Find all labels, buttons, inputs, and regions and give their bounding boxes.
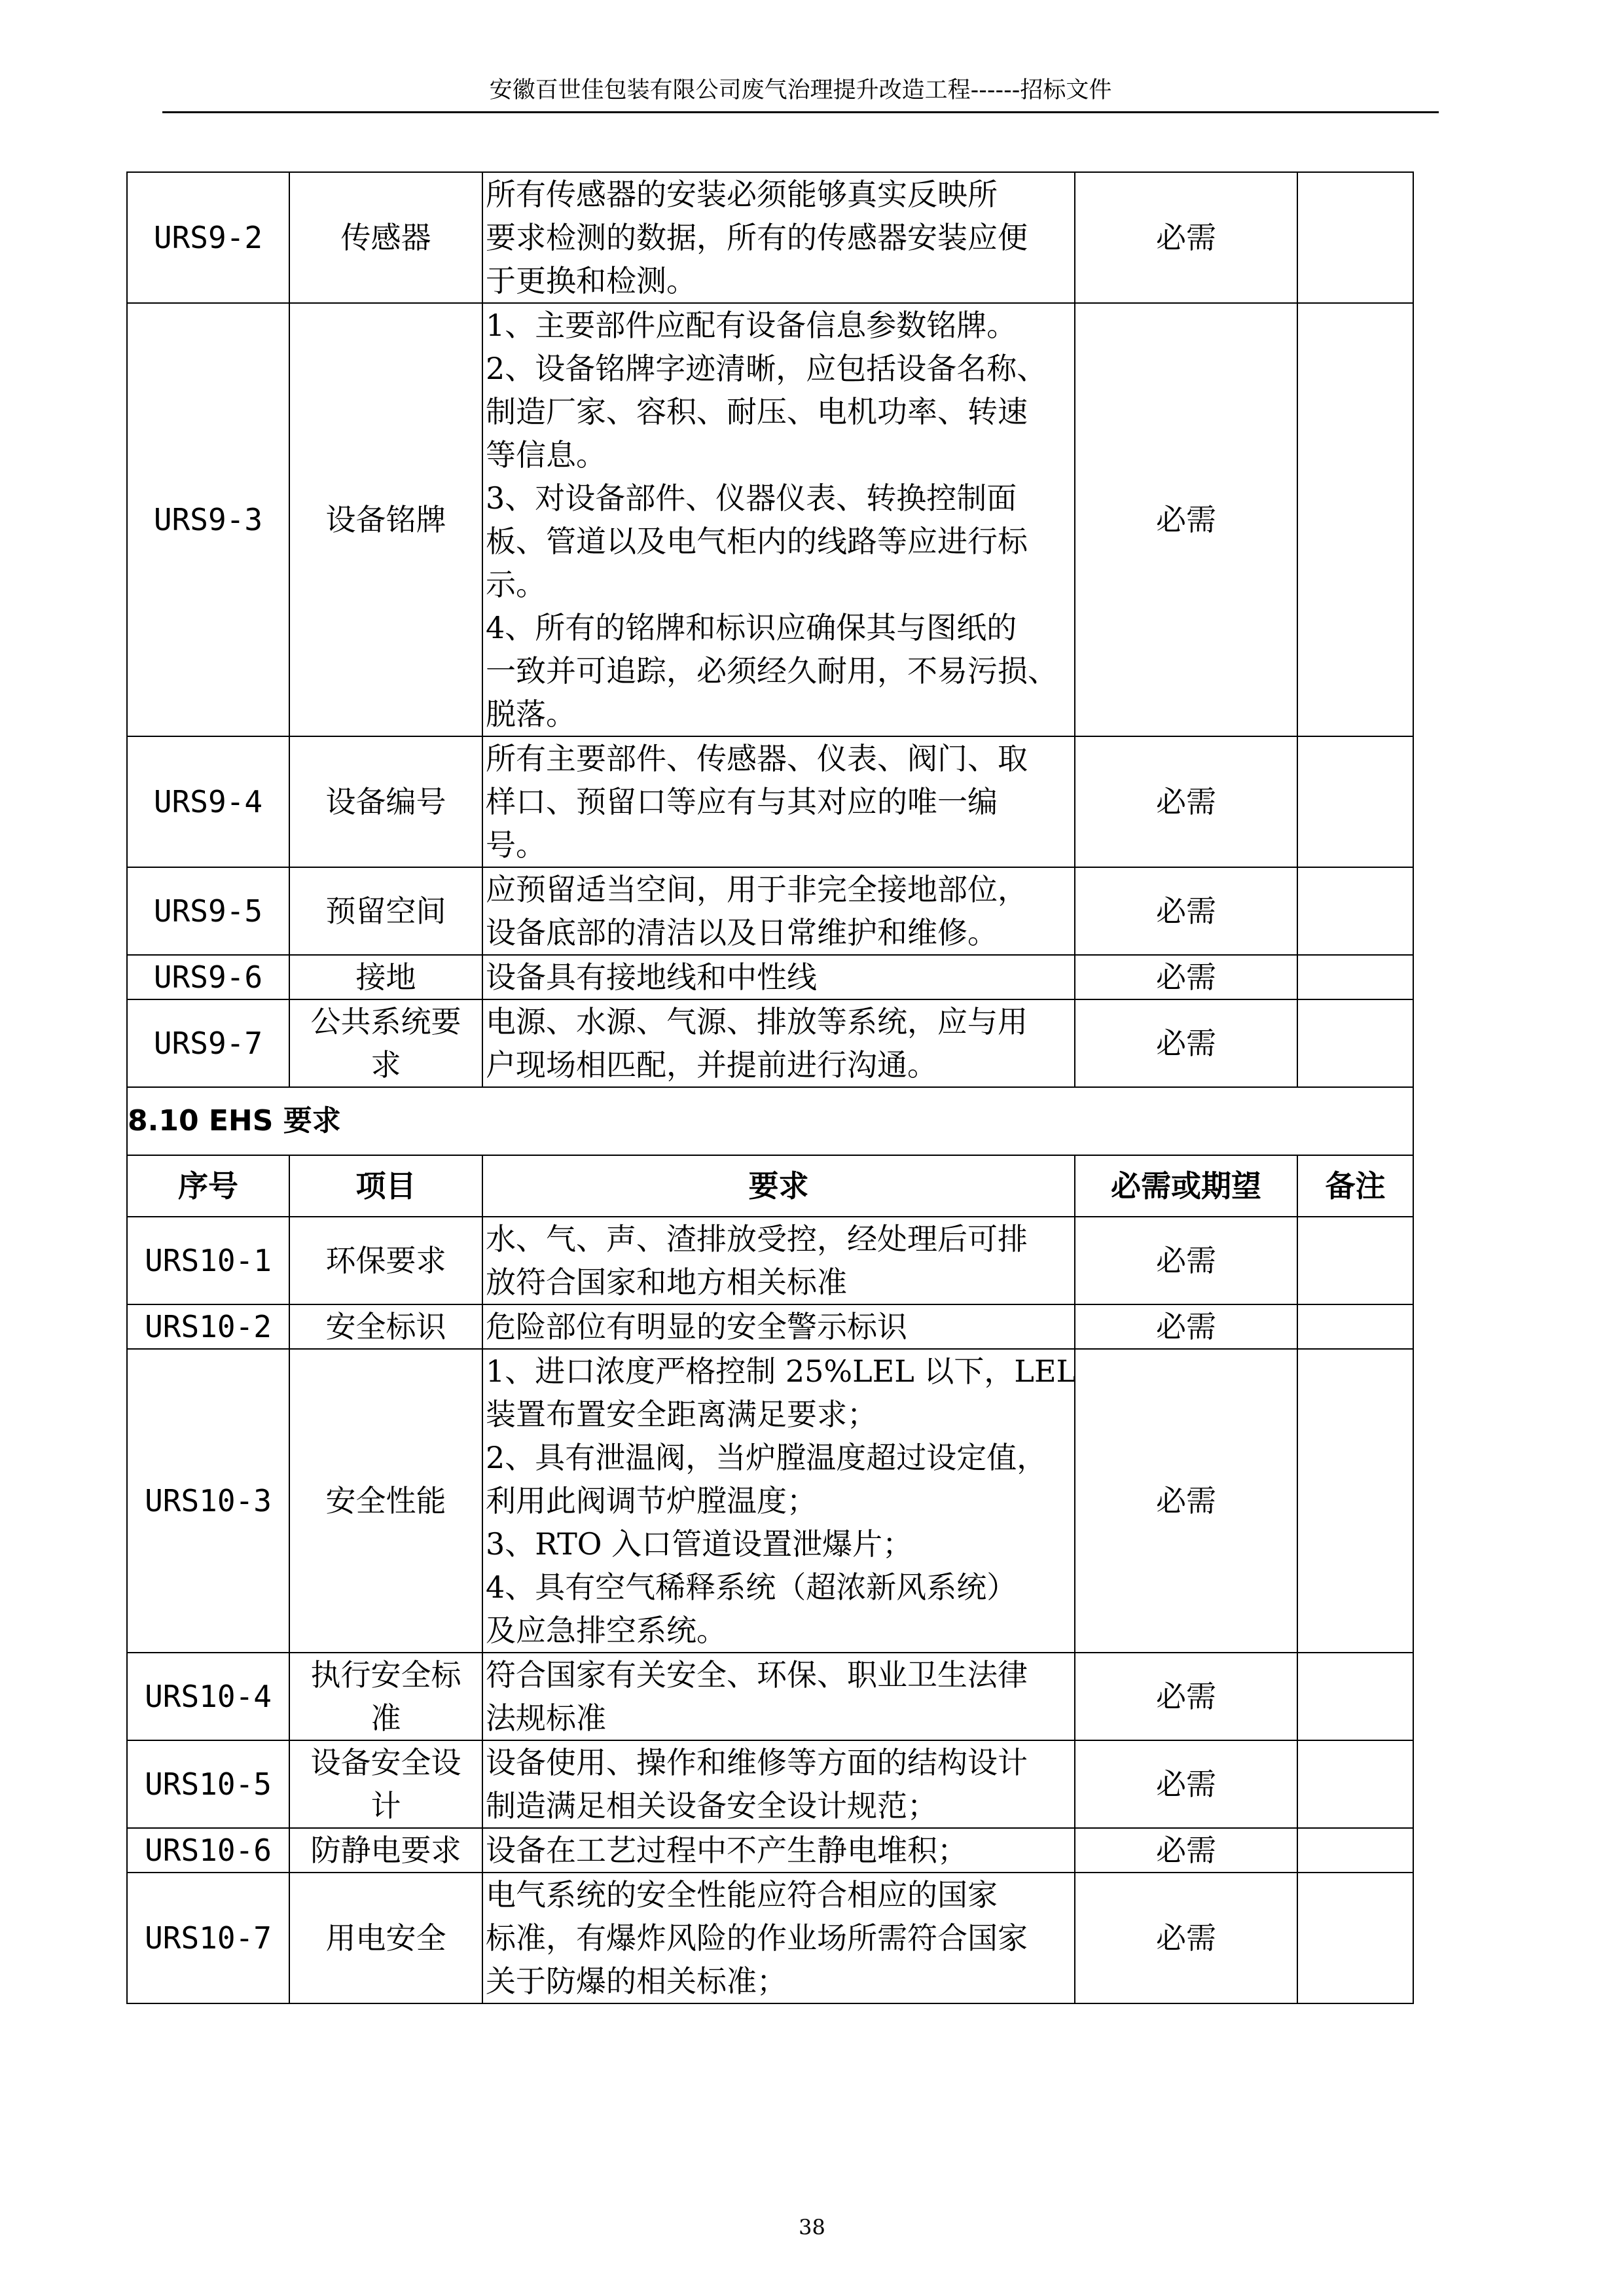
cell-item	[289, 1349, 482, 1653]
table-row	[127, 1740, 1413, 1828]
cell-need: 必需	[1075, 1653, 1297, 1740]
cell-requirement	[482, 736, 1075, 867]
table-row	[127, 1349, 1413, 1653]
cell-note	[1297, 867, 1413, 955]
requirement-line: 设备使用、操作和维修等方面的结构设计	[486, 1745, 1028, 1780]
requirement-line: 电源、水源、气源、排放等系统，应与用	[486, 1004, 1028, 1039]
cell-item	[289, 1304, 482, 1349]
cell-need: 必需	[1075, 1304, 1297, 1349]
cell-requirement	[482, 999, 1075, 1087]
cell-note	[1297, 955, 1413, 999]
cell-need: 必需	[1075, 1349, 1297, 1653]
requirement-line: 示。	[486, 567, 546, 602]
item-line: 公共系统要	[310, 1004, 461, 1039]
cell-id: URS9-5	[127, 867, 289, 955]
item-line: 安全标识	[325, 1309, 446, 1344]
table-row	[127, 1828, 1413, 1873]
requirement-line: 户现场相匹配，并提前进行沟通。	[486, 1047, 937, 1083]
table-row	[127, 867, 1413, 955]
cell-item	[289, 999, 482, 1087]
requirement-line: 号。	[486, 827, 546, 863]
item-line: 安全性能	[325, 1483, 446, 1518]
cell-item	[289, 867, 482, 955]
item-line: 防静电要求	[310, 1833, 461, 1868]
cell-requirement	[482, 867, 1075, 955]
item-line: 设备安全设	[310, 1745, 461, 1780]
cell-requirement	[482, 172, 1075, 303]
cell-requirement	[482, 1653, 1075, 1740]
table-body-part1	[127, 172, 1413, 1087]
cell-note	[1297, 1740, 1413, 1828]
cell-id: URS9-7	[127, 999, 289, 1087]
cell-item	[289, 1217, 482, 1304]
requirement-line: 水、气、声、渣排放受控，经处理后可排	[486, 1221, 1028, 1257]
table-row	[127, 999, 1413, 1087]
item-line: 设备铭牌	[325, 502, 446, 537]
cell-need: 必需	[1075, 1217, 1297, 1304]
item-line: 环保要求	[325, 1243, 446, 1278]
requirement-line: 标准，有爆炸风险的作业场所需符合国家	[486, 1920, 1028, 1956]
cell-need: 必需	[1075, 736, 1297, 867]
cell-id: URS10-7	[127, 1873, 289, 2003]
requirement-line: 设备底部的清洁以及日常维护和维修。	[486, 915, 998, 950]
requirement-line: 4、具有空气稀释系统（超浓新风系统）	[486, 1570, 1017, 1605]
table-row	[127, 1217, 1413, 1304]
cell-need: 必需	[1075, 172, 1297, 303]
cell-note	[1297, 1653, 1413, 1740]
requirement-line: 3、RTO 入口管道设置泄爆片；	[486, 1526, 913, 1562]
cell-need: 必需	[1075, 1740, 1297, 1828]
item-line: 执行安全标	[310, 1657, 461, 1693]
requirement-line: 法规标准	[486, 1700, 606, 1736]
table-header-row	[127, 1155, 1413, 1217]
header-note: 备注	[1297, 1155, 1413, 1217]
requirement-line: 利用此阀调节炉膛温度；	[486, 1483, 817, 1518]
requirement-line: 要求检测的数据，所有的传感器安装应便	[486, 220, 1028, 255]
header-need: 必需或期望	[1075, 1155, 1297, 1217]
requirement-line: 脱落。	[486, 696, 576, 732]
table-row	[127, 1304, 1413, 1349]
cell-item	[289, 303, 482, 736]
table-row	[127, 1653, 1413, 1740]
requirement-line: 1、进口浓度严格控制 25%LEL 以下，LEL	[486, 1354, 1077, 1389]
requirement-line: 1、主要部件应配有设备信息参数铭牌。	[486, 308, 1017, 343]
cell-requirement	[482, 1217, 1075, 1304]
header-item: 项目	[289, 1155, 482, 1217]
item-line: 用电安全	[325, 1920, 446, 1956]
requirement-line: 2、设备铭牌字迹清晰，应包括设备名称、	[486, 351, 1047, 386]
cell-item	[289, 955, 482, 999]
cell-note	[1297, 1217, 1413, 1304]
cell-requirement	[482, 1349, 1075, 1653]
cell-item	[289, 1828, 482, 1873]
requirement-line: 所有主要部件、传感器、仪表、阀门、取	[486, 741, 1028, 776]
section-heading: 8.10 EHS 要求	[127, 1087, 1413, 1155]
cell-id: URS9-4	[127, 736, 289, 867]
table-row	[127, 303, 1413, 736]
requirements-table	[126, 171, 1414, 2004]
requirement-line: 及应急排空系统。	[486, 1613, 727, 1648]
header-requirement: 要求	[482, 1155, 1075, 1217]
section-heading-body	[127, 1087, 1413, 1217]
cell-id: URS9-3	[127, 303, 289, 736]
requirement-line: 应预留适当空间，用于非完全接地部位，	[486, 872, 1028, 907]
cell-need: 必需	[1075, 999, 1297, 1087]
requirement-line: 设备在工艺过程中不产生静电堆积；	[486, 1833, 967, 1868]
requirement-line: 制造厂家、容积、耐压、电机功率、转速	[486, 394, 1028, 429]
requirement-line: 制造满足相关设备安全设计规范；	[486, 1788, 937, 1823]
item-line: 设备编号	[325, 784, 446, 819]
requirement-line: 等信息。	[486, 437, 606, 473]
cell-id: URS10-4	[127, 1653, 289, 1740]
item-line: 准	[370, 1700, 401, 1736]
requirement-line: 关于防爆的相关标准；	[486, 1964, 787, 1999]
table-row	[127, 172, 1413, 303]
cell-note	[1297, 1828, 1413, 1873]
requirement-line: 装置布置安全距离满足要求；	[486, 1397, 877, 1432]
cell-item	[289, 736, 482, 867]
cell-need: 必需	[1075, 303, 1297, 736]
table-row	[127, 955, 1413, 999]
cell-need: 必需	[1075, 867, 1297, 955]
cell-note	[1297, 999, 1413, 1087]
cell-note	[1297, 1873, 1413, 2003]
requirement-line: 设备具有接地线和中性线	[486, 960, 817, 995]
cell-need: 必需	[1075, 1828, 1297, 1873]
requirement-line: 于更换和检测。	[486, 263, 696, 298]
cell-need: 必需	[1075, 1873, 1297, 2003]
requirement-line: 符合国家有关安全、环保、职业卫生法律	[486, 1657, 1028, 1693]
cell-item	[289, 172, 482, 303]
item-line: 计	[370, 1788, 401, 1823]
cell-id: URS9-6	[127, 955, 289, 999]
cell-id: URS10-1	[127, 1217, 289, 1304]
cell-id: URS10-6	[127, 1828, 289, 1873]
requirement-line: 一致并可追踪，必须经久耐用，不易污损、	[486, 653, 1058, 689]
item-line: 预留空间	[325, 893, 446, 929]
cell-id: URS10-3	[127, 1349, 289, 1653]
table-body-part2	[127, 1217, 1413, 2003]
item-line: 传感器	[340, 220, 431, 255]
cell-item	[289, 1653, 482, 1740]
requirement-line: 所有传感器的安装必须能够真实反映所	[486, 177, 998, 212]
cell-note	[1297, 736, 1413, 867]
page-header-title: 安徽百世佳包装有限公司废气治理提升改造工程------招标文件	[489, 77, 1112, 103]
requirement-line: 危险部位有明显的安全警示标识	[486, 1309, 907, 1344]
header-no: 序号	[127, 1155, 289, 1217]
cell-item	[289, 1740, 482, 1828]
cell-note	[1297, 1349, 1413, 1653]
section-heading-row	[127, 1087, 1413, 1155]
cell-note	[1297, 172, 1413, 303]
cell-requirement	[482, 1304, 1075, 1349]
requirement-line: 2、具有泄温阀，当炉膛温度超过设定值，	[486, 1440, 1047, 1475]
item-line: 求	[370, 1047, 401, 1083]
cell-id: URS9-2	[127, 172, 289, 303]
table-row	[127, 1873, 1413, 2003]
cell-requirement	[482, 1740, 1075, 1828]
requirement-line: 4、所有的铭牌和标识应确保其与图纸的	[486, 610, 1017, 645]
cell-requirement	[482, 955, 1075, 999]
requirement-line: 电气系统的安全性能应符合相应的国家	[486, 1877, 998, 1912]
requirement-line: 板、管道以及电气柜内的线路等应进行标	[486, 524, 1028, 559]
requirement-line: 3、对设备部件、仪器仪表、转换控制面	[486, 480, 1017, 516]
cell-requirement	[482, 303, 1075, 736]
table-row	[127, 736, 1413, 867]
cell-note	[1297, 303, 1413, 736]
cell-requirement	[482, 1828, 1075, 1873]
cell-id: URS10-5	[127, 1740, 289, 1828]
requirement-line: 放符合国家和地方相关标准	[486, 1265, 847, 1300]
cell-note	[1297, 1304, 1413, 1349]
cell-need: 必需	[1075, 955, 1297, 999]
page-number: 38	[799, 2215, 825, 2240]
header-rule	[162, 111, 1439, 113]
item-line: 接地	[355, 960, 416, 995]
cell-requirement	[482, 1873, 1075, 2003]
cell-id: URS10-2	[127, 1304, 289, 1349]
requirement-line: 样口、预留口等应有与其对应的唯一编	[486, 784, 998, 819]
cell-item	[289, 1873, 482, 2003]
